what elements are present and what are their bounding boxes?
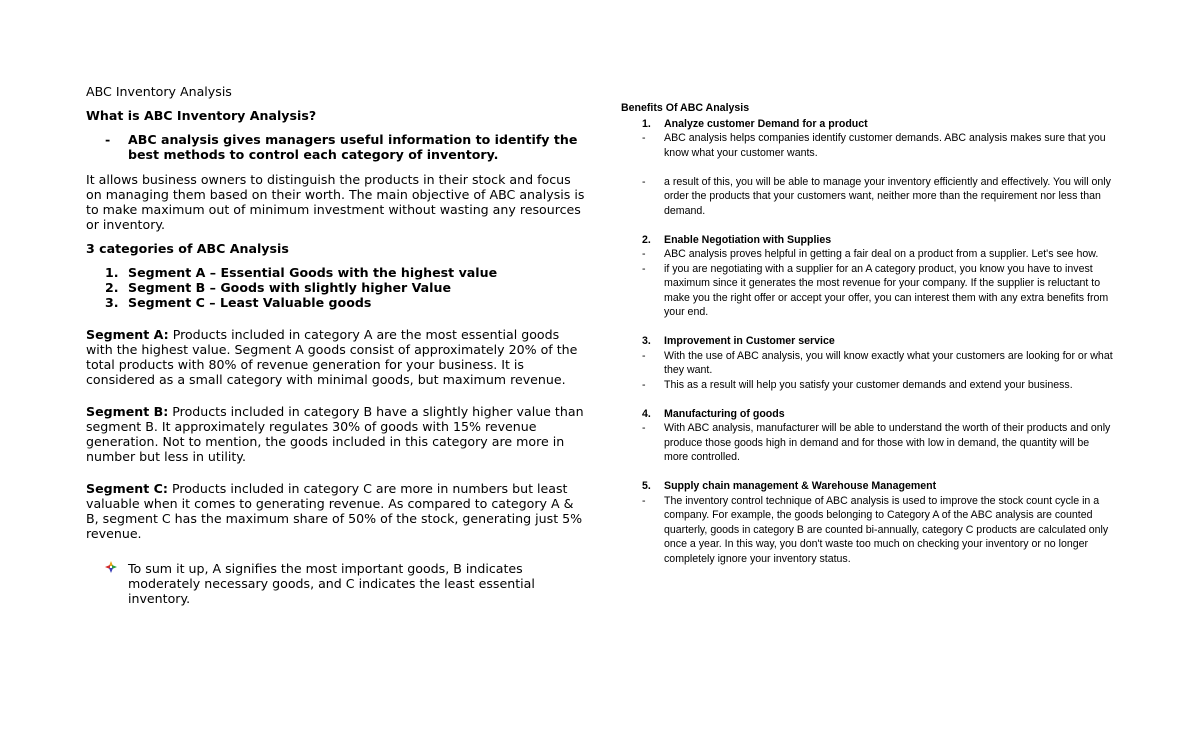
benefit-section-5 (621, 479, 1116, 566)
bullet-text: With the use of ABC analysis, you will know exactly what your customers are looking for or what they want. (664, 349, 1113, 376)
segment-b-text: Products included in category B have a slightly higher value than segment B. It approximately regulates 30% of goods with 15% revenue generation. Not to mention, the goods included in this category are more in number but less in utility. (86, 404, 584, 464)
categories-heading: 3 categories of ABC Analysis (86, 241, 289, 256)
section-heading-text: Manufacturing of goods (664, 407, 785, 420)
section-heading-text: Supply chain management & Warehouse Management (664, 480, 937, 492)
list-text: Segment A – Essential Goods with the highest value (128, 265, 498, 280)
section-heading (621, 334, 1116, 349)
dash-marker: - (642, 494, 646, 507)
bullet-item (621, 349, 1116, 378)
list-number: 3. (105, 295, 119, 310)
section-heading (621, 117, 1116, 132)
section-heading (621, 233, 1116, 248)
list-item (86, 280, 586, 295)
section-number: 4. (642, 407, 651, 420)
bullet-text: ABC analysis helps companies identify customer demands. ABC analysis makes sure that you know what your customer wants. (664, 132, 1106, 159)
bullet-item (621, 378, 1116, 393)
bullet-text: ABC analysis proves helpful in getting a fair deal on a product from a supplier. Let's see how. (664, 248, 1099, 260)
dash-marker: - (642, 132, 646, 144)
list-item (86, 295, 586, 310)
section-heading-text: Improvement in Customer service (664, 335, 835, 347)
dash-marker: - (642, 349, 646, 362)
bullet-item (621, 175, 1116, 219)
bullet-item (621, 421, 1116, 465)
bullet-text: With ABC analysis, manufacturer will be able to understand the worth of their products and only produce those goods high in demand and for those with low in demand, the quantity will be more controlled. (664, 422, 1111, 463)
segment-b-paragraph (86, 404, 586, 464)
benefit-section-4 (621, 407, 1116, 465)
spacer (621, 160, 1116, 175)
categories-list (86, 265, 586, 310)
section-number: 2. (642, 233, 651, 246)
dash-marker: - (642, 378, 646, 391)
bullet-item (621, 247, 1116, 262)
dash-marker: - (642, 248, 646, 260)
benefits-title: Benefits Of ABC Analysis (621, 102, 750, 114)
dash-point (86, 132, 586, 162)
bullet-text: if you are negotiating with a supplier for an A category product, you know you have to invest maximum since it generates the most revenue for your company. If the supplier is reluctant to make you the right offer or accept your offer, you can interest them with any extra benefits from your end. (664, 262, 1109, 318)
bullet-text: a result of this, you will be able to manage your inventory efficiently and effectively. You will only order the products that your customers want, neither more than the requirement nor less than demand. (664, 175, 1111, 217)
colored-arrow-bullet-graphic (105, 561, 117, 573)
segment-c-label: Segment C: (86, 481, 168, 496)
benefit-section-2 (621, 233, 1116, 320)
question-heading: What is ABC Inventory Analysis? (86, 108, 317, 123)
bullet-text: This as a result will help you satisfy your customer demands and extend your business. (664, 378, 1073, 391)
colored-arrow-bullet-icon (86, 561, 128, 606)
dash-marker: - (642, 422, 646, 434)
right-column (621, 101, 1116, 581)
summary-text: To sum it up, A signifies the most important goods, B indicates moderately necessary goods, and C indicates the least essential inventory. (128, 561, 535, 606)
list-item (86, 265, 586, 280)
benefit-section-1 (621, 117, 1116, 219)
section-number: 3. (642, 335, 651, 347)
left-column (86, 84, 586, 606)
list-number: 1. (105, 265, 119, 280)
section-heading (621, 479, 1116, 494)
document-title: ABC Inventory Analysis (86, 84, 232, 99)
section-number: 5. (642, 480, 651, 492)
dash-marker: - (642, 262, 646, 275)
segment-a-text: Products included in category A are the most essential goods with the highest value. Segment A goods consist of approximately 20% of the total products with 80% of revenue generation for your business. It is considered as a small category with minimal goods, but maximum revenue. (86, 327, 578, 387)
bullet-item (621, 494, 1116, 567)
bullet-item (621, 262, 1116, 320)
dash-point-text: ABC analysis gives managers useful information to identify the best methods to control each category of inventory. (128, 132, 578, 162)
segment-b-label: Segment B: (86, 404, 169, 419)
benefit-section-3 (621, 334, 1116, 392)
segment-c-paragraph (86, 481, 586, 541)
section-heading-text: Enable Negotiation with Supplies (664, 233, 832, 246)
list-text: Segment B – Goods with slightly higher Value (128, 280, 452, 295)
section-number: 1. (642, 117, 651, 130)
section-heading (621, 407, 1116, 422)
section-heading-text: Analyze customer Demand for a product (664, 117, 868, 130)
list-number: 2. (105, 280, 119, 295)
intro-paragraph: It allows business owners to distinguish the products in their stock and focus on managing them based on their worth. The main objective of ABC analysis is to make maximum out of minimum investment without wasting any resources or inventory. (86, 172, 585, 232)
dash-marker: - (105, 132, 111, 147)
bullet-text: The inventory control technique of ABC analysis is used to improve the stock count cycle in a company. For example, the goods belonging to Category A of the ABC analysis are counted quarterly, goods in category B are counted bi-annually, category C products are calculated only once a year. In this way, you don't waste too much on checking your inventory or no longer completely ignore your inventory status. (664, 494, 1109, 565)
bullet-item (621, 131, 1116, 160)
list-text: Segment C – Least Valuable goods (128, 295, 372, 310)
segment-a-label: Segment A: (86, 327, 169, 342)
dash-marker: - (642, 175, 646, 188)
segment-a-paragraph (86, 327, 586, 387)
summary-bullet (86, 561, 586, 606)
segment-c-text: Products included in category C are more in numbers but least valuable when it comes to generating revenue. As compared to category A & B, segment C has the maximum share of 50% of the stock, generating just 5% revenue. (86, 481, 583, 541)
